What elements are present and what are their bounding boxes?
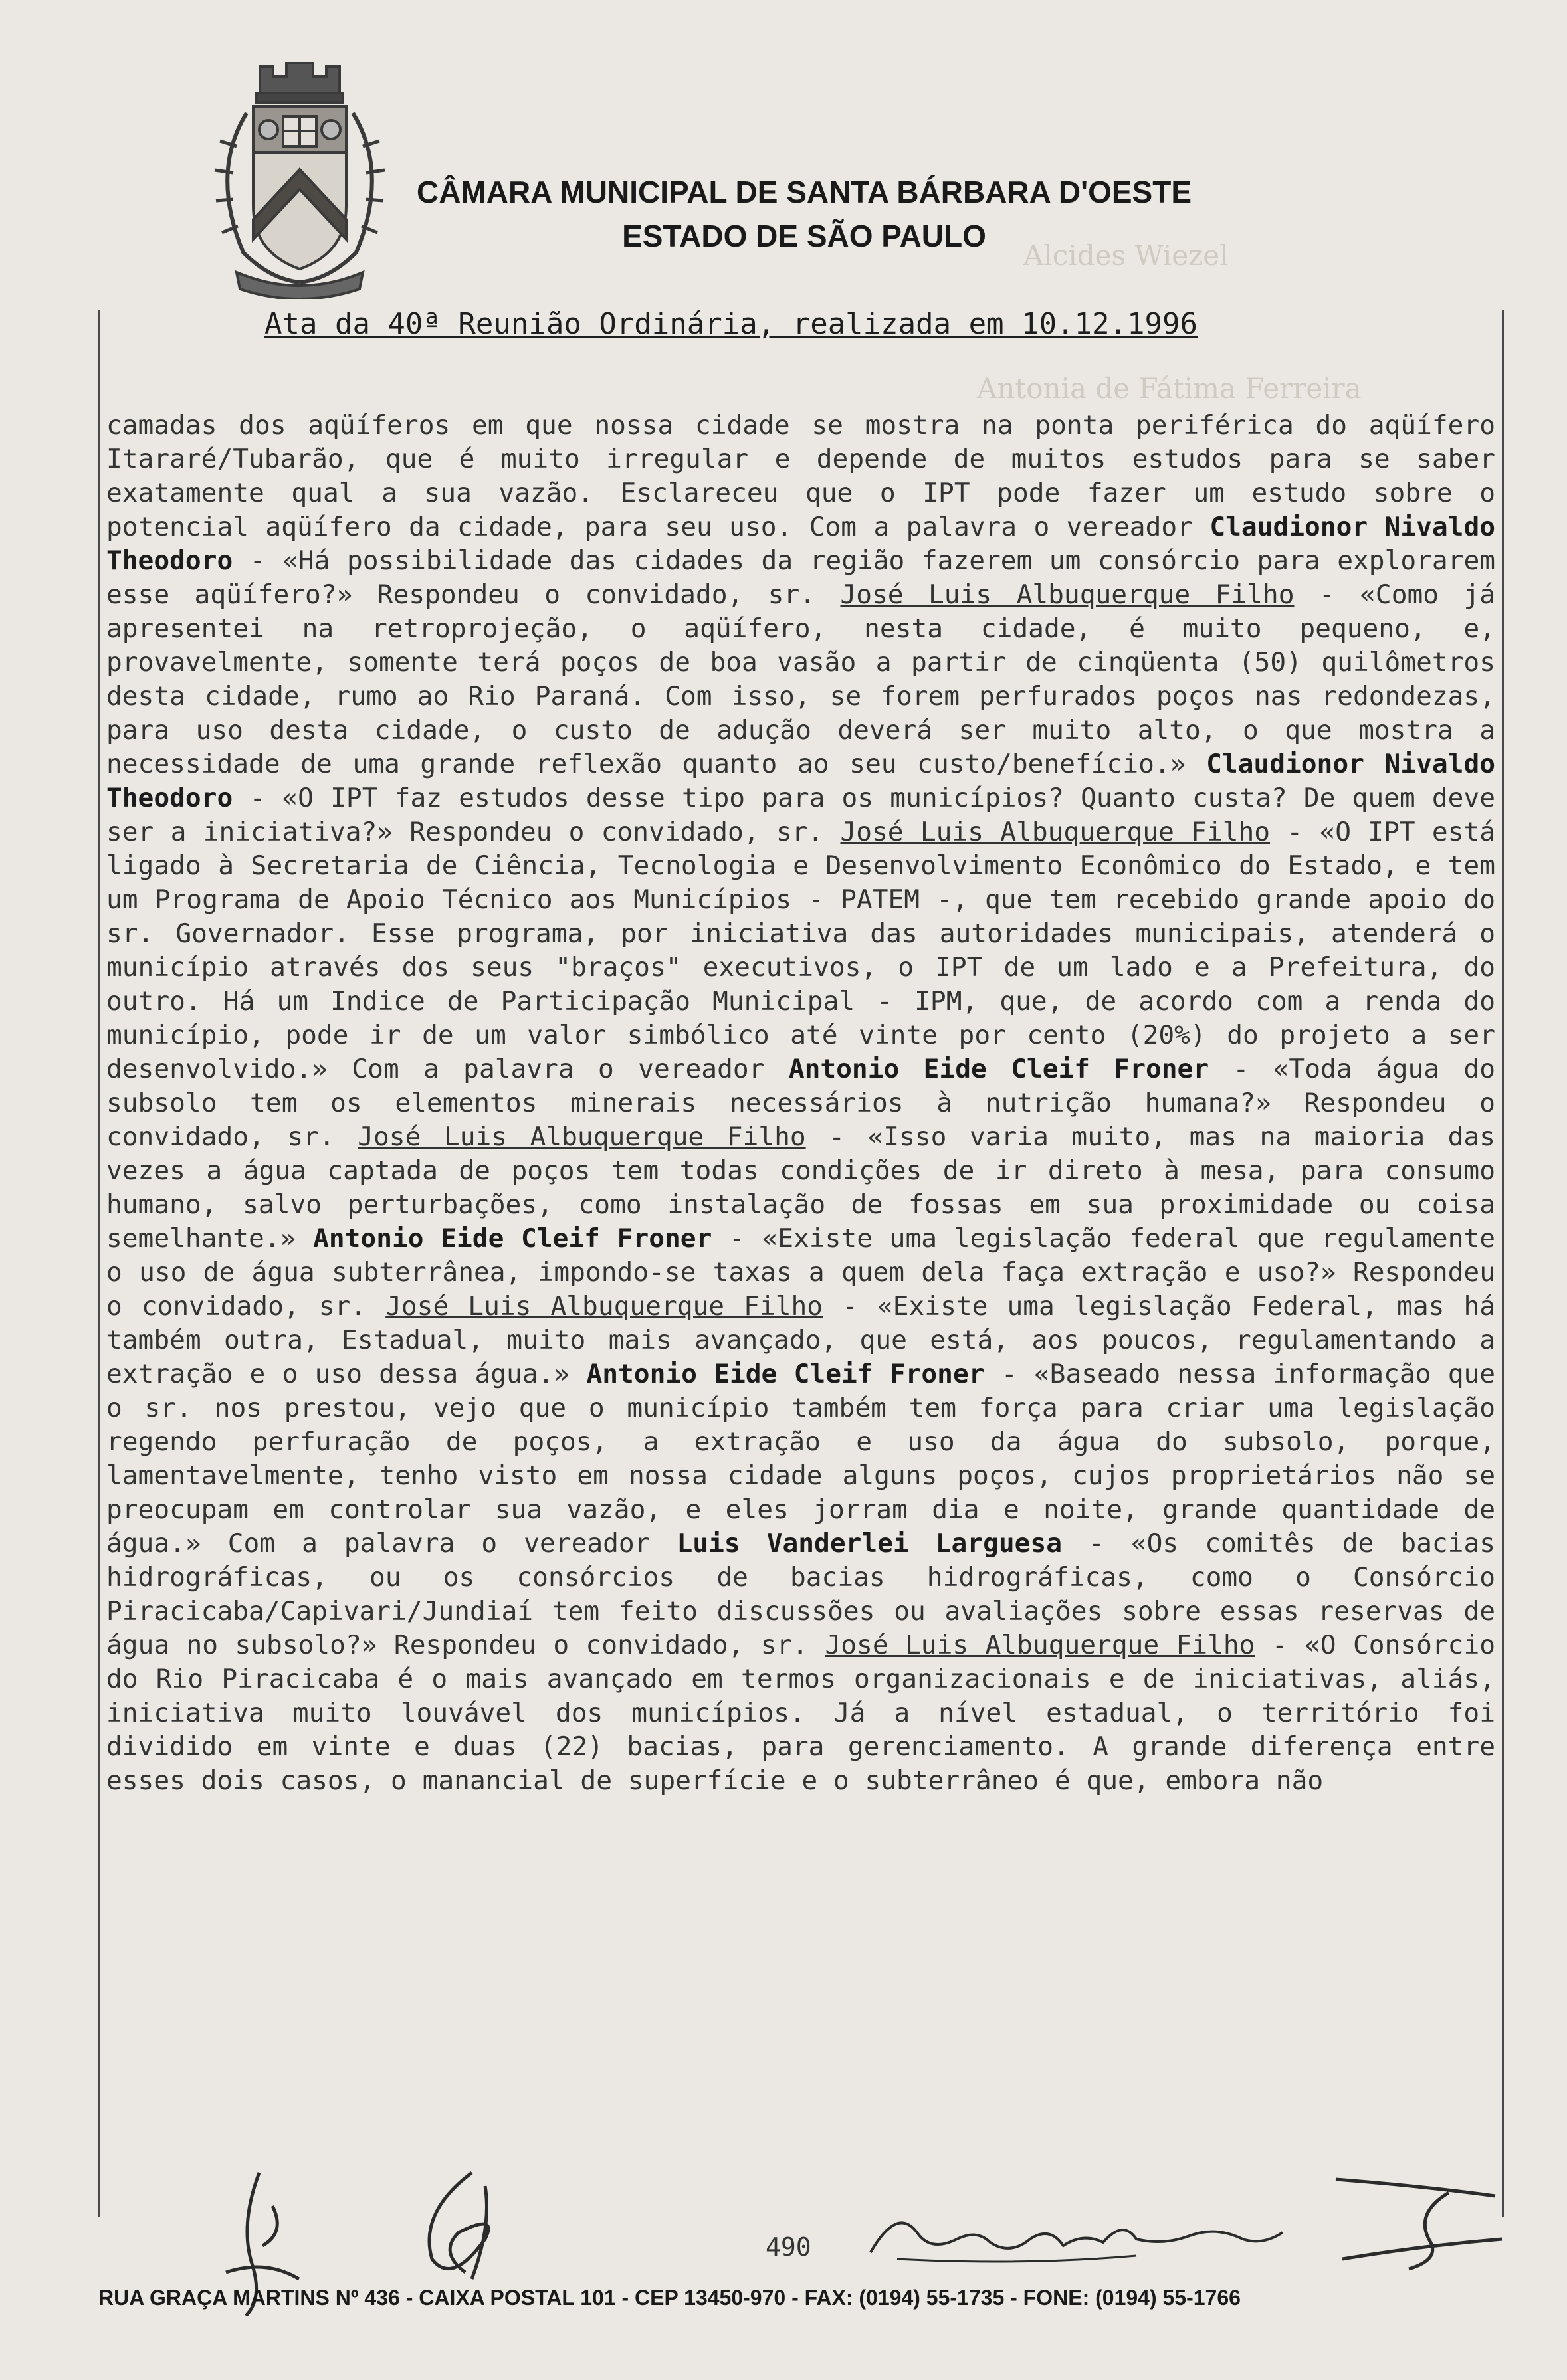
handwritten-signature — [1329, 2159, 1509, 2279]
state-name: ESTADO DE SÃO PAULO — [622, 219, 986, 253]
speaker-name: Claudionor Nivaldo Theodoro — [106, 512, 1496, 576]
guest-name: José Luis Albuquerque Filho — [840, 579, 1295, 610]
page-number: 490 — [766, 2232, 811, 2262]
page-border-right — [1502, 310, 1504, 2217]
guest-name: José Luis Albuquerque Filho — [385, 1291, 823, 1322]
speaker-name: Antonio Eide Cleif Froner — [313, 1223, 712, 1254]
guest-name: José Luis Albuquerque Filho — [825, 1630, 1255, 1660]
guest-name: José Luis Albuquerque Filho — [840, 817, 1271, 847]
handwritten-signature — [392, 2159, 525, 2292]
show-through-text: Antonia de Fátima Ferreira — [977, 372, 1362, 405]
page-border-left — [98, 310, 100, 2217]
speaker-name: Antonio Eide Cleif Froner — [788, 1054, 1209, 1084]
show-through-text: Alcides Wiezel — [1023, 239, 1229, 272]
speaker-name: Luis Vanderlei Larguesa — [677, 1528, 1062, 1559]
handwritten-signature — [857, 2193, 1289, 2272]
minutes-title: Ata da 40ª Reunião Ordinária, realizada em 10.12.1996 — [264, 307, 1198, 341]
speaker-name: Antonio Eide Cleif Froner — [586, 1359, 985, 1389]
institution-name: CÂMARA MUNICIPAL DE SANTA BÁRBARA D'OESTE — [416, 175, 1192, 209]
speaker-name: Claudionor Nivaldo Theodoro — [106, 749, 1496, 813]
coat-of-arms-emblem — [197, 53, 403, 299]
address-footer: RUA GRAÇA MARTINS Nº 436 - CAIXA POSTAL 101 - CEP 13450-970 - FAX: (0194) 55-1735 - FONE: (0194) 55-1766 — [98, 2286, 1241, 2310]
minutes-body: camadas dos aqüíferos em que nossa cidade se mostra na ponta periférica do aqüífero Itararé/Tubarão, que é muito irregular e depende de muitos estudos para se saber exatamente qual a sua vazão. Esclareceu que o IPT pode fazer um estudo sobre o potencial aqüífero da cidade, para seu uso. Com a palavra o vereador Claudionor Nivaldo Theodoro - «Há possibilidade das cidades da região fazerem um consórcio para explorarem esse aqüífero?» Respondeu o convidado, sr. José Luis Albuquerque Filho - «Como já apresentei na retroprojeção, o aqüífero, nesta cidade, é muito pequeno, e, provavelmente, somente terá poços de boa vasão a partir de cinqüenta (50) quilômetros desta cidade, rumo ao Rio Paraná. Com isso, se forem perfurados poços nas redondezas, para uso desta cidade, o custo de adução deverá ser muito alto, o que mostra a necessidade de uma grande reflexão quanto ao seu custo/benefício.» Claudionor Nivaldo Theodoro - «O IPT faz estudos desse tipo para os municípios? Quanto custa? De quem deve ser a iniciativa?» Respondeu o convidado, sr. José Luis Albuquerque Filho - «O IPT está ligado à Secretaria de Ciência, Tecnologia e Desenvolvimento Econômico do Estado, e tem um Programa de Apoio Técnico aos Municípios - PATEM -, que tem recebido grande apoio do sr. Governador. Esse programa, por iniciativa das autoridades municipais, atenderá o município através dos seus "braços" executivos, o IPT de um lado e a Prefeitura, do outro. Há um Indice de Participação Municipal - IPM, que, de acordo com a renda do município, pode ir de um valor simbólico até vinte por cento (20%) do projeto a ser desenvolvido.» Com a palavra o vereador Antonio Eide Cleif Froner - «Toda água do subsolo tem os elementos minerais necessários à nutrição humana?» Respondeu o convidado, sr. José Luis Albuquerque Filho - «Isso varia muito, mas na maioria das vezes a água captada de poços tem todas condições de ir direto à mesa, para consumo humano, salvo perturbações, como instalação de fossas em sua proximidade ou coisa semelhante.» Antonio Eide Cleif Froner - «Existe uma legislação federal que regulamente o uso de água subterrânea, impondo-se taxas a quem dela faça extração e uso?» Respondeu o convidado, sr. José Luis Albuquerque Filho - «Existe uma legislação Federal, mas há também outra, Estadual, muito mais avançado, que está, aos poucos, regulamentando a extração e o uso dessa água.» Antonio Eide Cleif Froner - «Baseado nessa informação que o sr. nos prestou, vejo que o município também tem força para criar uma legislação regendo perfuração de poços, a extração e uso da água do subsolo, porque, lamentavelmente, tenho visto em nossa cidade alguns poços, cujos proprietários não se preocupam em controlar sua vazão, e eles jorram dia e noite, grande quantidade de água.» Com a palavra o vereador Luis Vanderlei Larguesa - «Os comitês de bacias hidrográficas, ou os consórcios de bacias hidrográficas, como o Consórcio Piracicaba/Capivari/Jundiaí tem feito discussões ou avaliações sobre essas reservas de água no subsolo?» Respondeu o convidado, sr. José Luis Albuquerque Filho - «O Consórcio do Rio Piracicaba é o mais avançado em termos organizacionais e de iniciativas, aliás, iniciativa muito louvável dos municípios. Já a nível estadual, o território foi dividido em vinte e duas (22) bacias, para gerenciamento. A grande diferença entre esses dois casos, o manancial de superfície e o subterrâneo é que, embora não — [106, 410, 1496, 1796]
guest-name: José Luis Albuquerque Filho — [358, 1122, 806, 1152]
